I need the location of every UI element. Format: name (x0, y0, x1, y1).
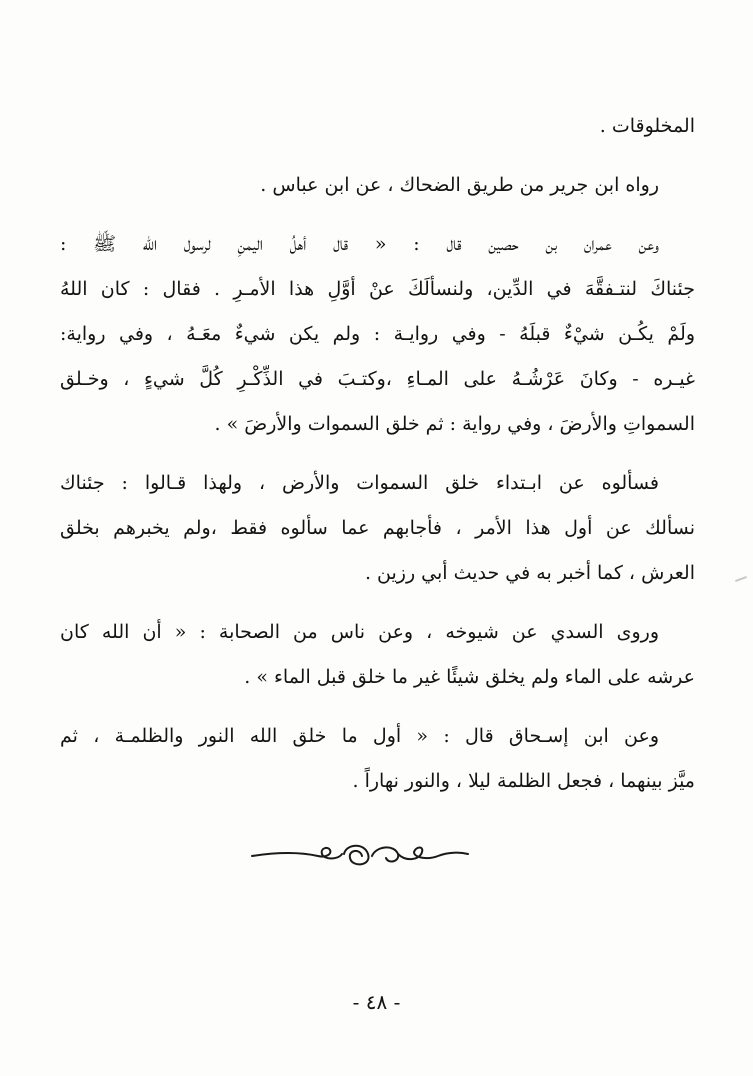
text-line: وعن ابن إسـحاق قال : « أول ما خلق الله النور والظلمـة ، ثم (60, 725, 659, 747)
paragraph-intro (60, 104, 695, 149)
text-line: رواه ابن جرير من طريق الضحاك ، عن ابن عباس . (260, 174, 659, 196)
paragraph-suddi (60, 610, 695, 700)
text-line: نسألك عن أول هذا الأمر ، فأجابهم عما سألوه فقط ،ولم يخبرهم بخلق (60, 517, 695, 539)
text-line: المخلوقات . (599, 115, 695, 137)
scan-artifact (735, 576, 747, 582)
text-line: وعن عمران بن حصين قال : « قال أهلُ اليمنِ لرسول الله ﷺ : (60, 233, 659, 255)
text-line: وروى السدي عن شيوخه ، وعن ناس من الصحابة : « أن الله كان (60, 621, 659, 643)
paragraph-ibn-jarir (60, 163, 695, 208)
text-line: فسألوه عن ابـتداء خلق السموات والأرض ، ولهذا قـالوا : جئناك (60, 472, 659, 494)
paragraph-imran-hadith (60, 222, 695, 447)
text-line: العرش ، كما أخبر به في حديث أبي رزين . (364, 562, 695, 584)
decorative-divider-ornament (248, 834, 472, 878)
text-line: ولَمْ يكُـن شيْءٌ قبلَهُ - وفي روايـة : ولم يكن شيءٌ معَـهُ ، وفي رواية: (60, 323, 695, 345)
text-line: السمواتِ والأرضَ ، وفي رواية : ثم خلق السموات والأرضَ » . (214, 413, 695, 435)
page-number: - ٤٨ - (352, 990, 401, 1014)
paragraph-question (60, 461, 695, 596)
text-line: غيـره - وكانَ عَرْشُـهُ على المـاءِ ،وكتـبَ في الذِّكْـرِ كُلَّ شيءٍ ، وخـلق (60, 368, 695, 390)
paragraph-ibn-ishaq (60, 714, 695, 804)
text-line: عرشه على الماء ولم يخلق شيئًا غير ما خلق قبل الماء » . (244, 666, 695, 688)
text-line: ميَّز بينهما ، فجعل الظلمة ليلا ، والنور نهاراً . (352, 770, 695, 792)
page-body (60, 104, 695, 804)
text-line: جئناكَ لنتـفقَّهَ في الدِّين، ولنسألَكَ عنْ أوَّلِ هذا الأمـرِ . فقال : كان اللهُ (60, 278, 695, 300)
